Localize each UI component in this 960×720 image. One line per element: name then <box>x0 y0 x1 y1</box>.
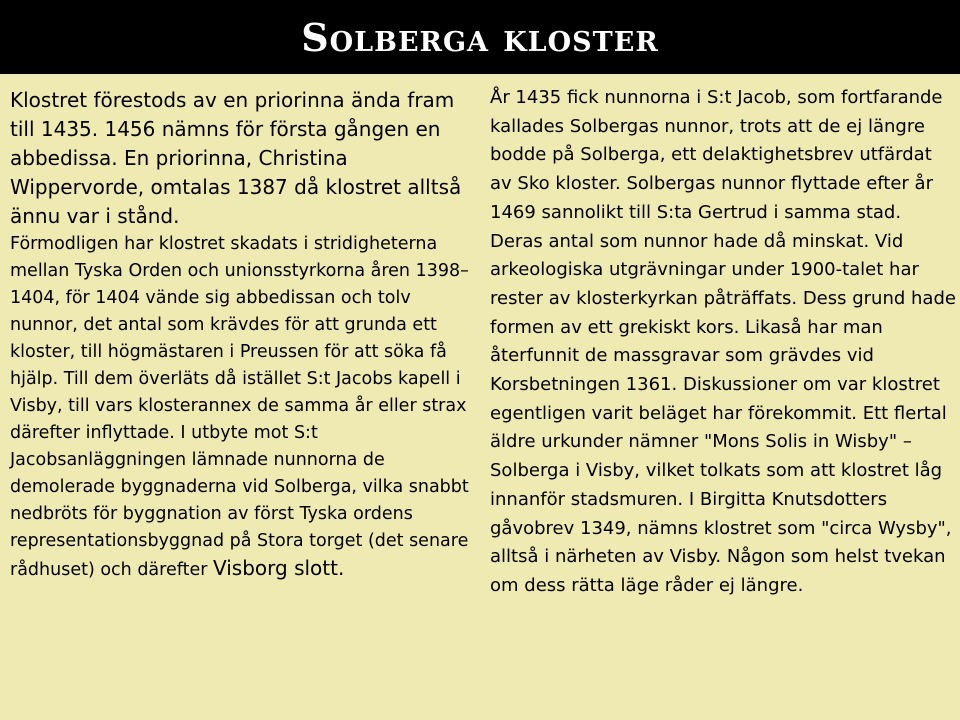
left-column <box>10 86 480 584</box>
title-bar <box>0 0 960 74</box>
left-body-text: Förmodligen har klostret skadats i stridigheterna mellan Tyska Orden och unionsstyrkorna åren 1398–1404, för 1404 vände sig abbedissan och tolv nunnor, det antal som krävdes för att grunda ett kloster, till högmästaren i Preussen för att söka få hjälp. Till dem överläts då istället S:t Jacobs kapell i Visby, till vars klosterannex de samma år eller strax därefter inflyttade. I utbyte mot S:t Jacobsanläggningen lämnade nunnorna de demolerade byggnaderna vid Solberga, vilka snabbt nedbröts för byggnation av först Tyska ordens representationsbyggnad på Stora torget (det senare rådhuset) och därefter <box>10 234 469 580</box>
page-title: Solberga kloster <box>301 15 659 60</box>
left-body-tail: Visborg slott. <box>213 556 345 580</box>
left-body-paragraph <box>10 231 480 584</box>
left-lead-paragraph: Klostret förestods av en priorinna ända fram till 1435. 1456 nämns för första gången en abbedissa. En priorinna, Christina Wippervorde, omtalas 1387 då klostret alltså ännu var i stånd. <box>10 88 462 228</box>
right-body-paragraph: År 1435 fick nunnorna i S:t Jacob, som fortfarande kallades Solbergas nunnor, trots att de ej längre bodde på Solberga, ett delaktighetsbrev utfärdat av Sko kloster. Solbergas nunnor flyttade efter år 1469 sannolikt till S:ta Gertrud i samma stad. Deras antal som nunnor hade då minskat. Vid arkeologiska utgrävningar under 1900-talet har rester av klosterkyrkan påträffats. Dess grund hade formen av ett grekiskt kors. Likaså har man återfunnit de massgravar som grävdes vid Korsbetningen 1361. Diskussioner om var klostret egentligen varit beläget har förekommit. Ett flertal äldre urkunder nämner "Mons Solis in Wisby" – Solberga i Visby, vilket tolkats som att klostret låg innanför stadsmuren. I Birgitta Knutsdotters gåvobrev 1349, nämns klostret som "circa Wysby", alltså i närheten av Visby. Någon som helst tvekan om dess rätta läge råder ej längre. <box>490 87 956 596</box>
right-column <box>490 84 958 601</box>
